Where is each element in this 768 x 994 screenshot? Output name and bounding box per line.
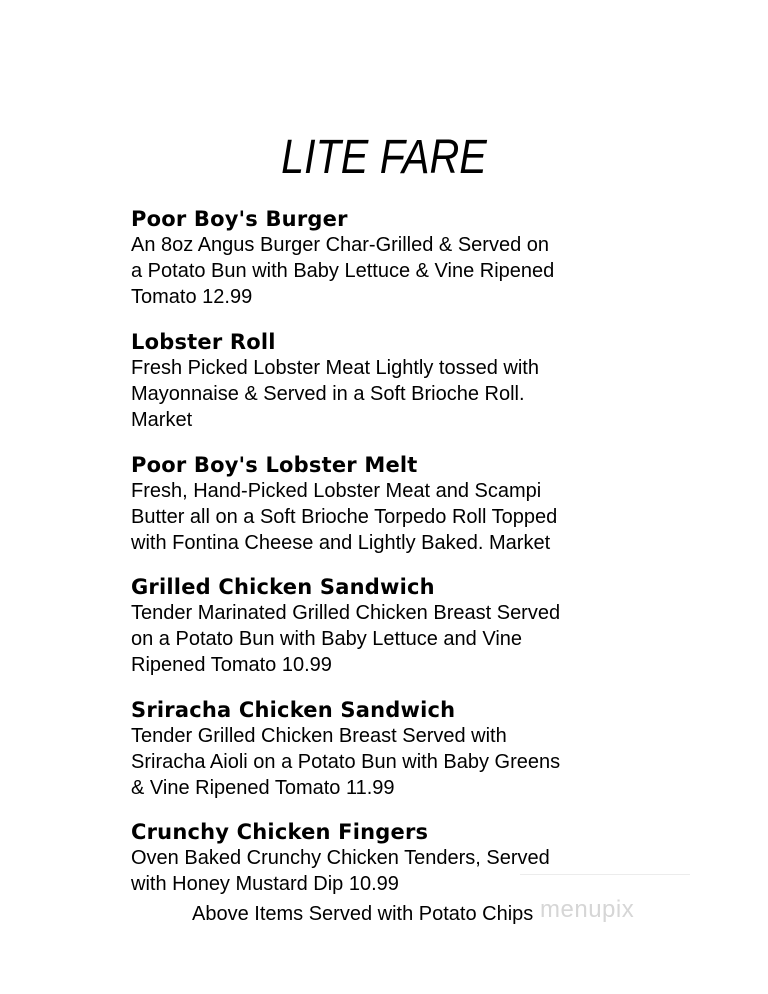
menu-title: LITE FARE	[281, 131, 487, 184]
menu-item-name: Grilled Chicken Sandwich	[131, 575, 435, 599]
menu-item-name: Poor Boy's Lobster Melt	[131, 453, 418, 477]
menu-item-description-line: a Potato Bun with Baby Lettuce & Vine Ripened	[131, 260, 555, 282]
menu-item-name: Sriracha Chicken Sandwich	[131, 698, 456, 722]
menu-item-grilled-chicken-sandwich	[131, 574, 651, 678]
menu-item-description-line: Market	[131, 409, 193, 431]
menu-item-sriracha-chicken-sandwich	[131, 697, 651, 801]
watermark-decoration	[520, 874, 690, 885]
menu-item-description-line: Tomato 12.99	[131, 286, 253, 308]
watermark-logo: menupix	[540, 896, 635, 923]
footer-note: Above Items Served with Potato Chips	[192, 903, 534, 925]
menu-item-description-line: Fresh, Hand-Picked Lobster Meat and Scampi	[131, 480, 542, 502]
menu-item-description-line: Tender Marinated Grilled Chicken Breast Served	[131, 602, 561, 624]
menu-item-description-line: Ripened Tomato 10.99	[131, 654, 332, 676]
menu-item-crunchy-chicken-fingers	[131, 819, 651, 897]
menu-item-description-line: Butter all on a Soft Brioche Torpedo Roll Topped	[131, 506, 558, 528]
menu-item-name: Lobster Roll	[131, 330, 276, 354]
menu-item-description-line: with Fontina Cheese and Lightly Baked. Market	[131, 532, 551, 554]
menu-item-description-line: Fresh Picked Lobster Meat Lightly tossed with	[131, 357, 539, 379]
menu-item-description-line: & Vine Ripened Tomato 11.99	[131, 777, 395, 799]
menu-item-description-line: Tender Grilled Chicken Breast Served with	[131, 725, 507, 747]
menu-item-description-line: An 8oz Angus Burger Char-Grilled & Served on	[131, 234, 549, 256]
menu-item-poor-boys-burger	[131, 206, 651, 310]
menu-item-name: Poor Boy's Burger	[131, 207, 348, 231]
menu-item-description-line: Mayonnaise & Served in a Soft Brioche Roll.	[131, 383, 525, 405]
menu-item-lobster-roll	[131, 329, 651, 433]
menu-item-name: Crunchy Chicken Fingers	[131, 820, 429, 844]
menu-item-description-line: on a Potato Bun with Baby Lettuce and Vine	[131, 628, 523, 650]
menu-item-poor-boys-lobster-melt	[131, 452, 651, 556]
menu-item-description-line: Oven Baked Crunchy Chicken Tenders, Served	[131, 847, 550, 869]
menu-item-description-line: Sriracha Aioli on a Potato Bun with Baby Greens	[131, 751, 561, 773]
menu-item-description-line: with Honey Mustard Dip 10.99	[131, 873, 399, 895]
